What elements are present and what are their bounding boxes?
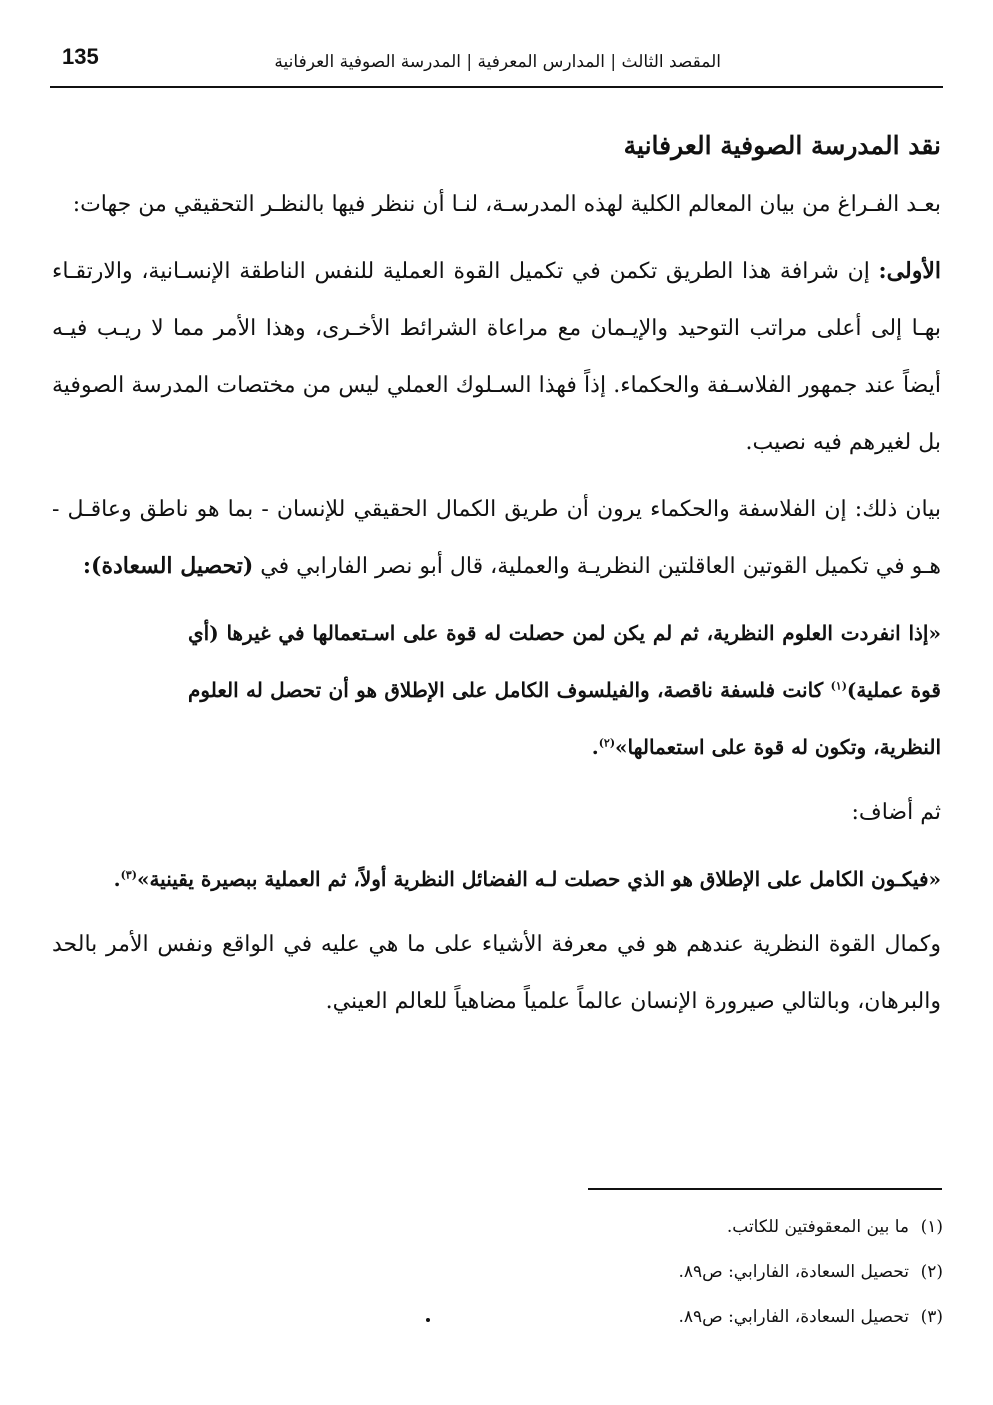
book-title: (تحصيل السعادة): [82,553,254,579]
footnote-ref-2[interactable]: (٢) [598,736,616,750]
first-point-text: إن شرافة هذا الطريق تكمن في تكميل القوة العملية للنفس الناطقة الإنسـانية، والارتقـاء بهـا إلى أعلى مراتب التوحيد والإيـمان مع مراعاة الشرائط الأخـرى، وهذا الأمر مما لا ريـب فيـه أيضاً عند جمهور الفلاسـفة والحكماء. إذاً فهذا السـلوك العملي ليس من مختصات المدرسة الصوفية بل لغيرهم فيه نصيب. [52,259,941,455]
farabi-quote-1 [188,605,941,776]
then-added-line: ثم أضاف: [851,800,941,825]
first-point-lead: الأولى: [878,258,941,284]
quote1-part1: «إذا انفردت العلوم النظرية، ثم لم يكن لمن حصلت له قوة على اسـتعمالها في غيرها (أي قوة عملية) [188,621,941,702]
footnote-ref-3[interactable]: (٣) [120,868,137,882]
footnote-item [343,1205,943,1250]
footnote-item [343,1250,943,1295]
section-title: نقد المدرسة الصوفية العرفانية [623,131,941,160]
footnote-number: (٣) [920,1307,943,1327]
quote2-end: . [113,867,121,891]
quote1-end: . [591,735,599,759]
page-number: 135 [62,44,99,69]
footnote-text: تحصيل السعادة، الفارابي: ص٨٩. [678,1307,909,1327]
footnote-ref-1[interactable]: (١) [830,679,847,693]
footnote-number: (١) [920,1217,943,1237]
page-header [50,40,943,88]
farabi-quote-2 [52,851,941,908]
quote2-part1: «فيكـون الكامل على الإطلاق هو الذي حصلت لـه الفضائل النظرية أولاً، ثم العملية ببصيرة يقينية» [136,867,941,891]
footnote-item [343,1295,943,1340]
intro-paragraph: بعـد الفـراغ من بيان المعالم الكلية لهذه المدرسـة، لنـا أن ننظر فيها بالنظـر التحقيقي من جهات: [72,192,941,217]
footnote-text: ما بين المعقوفتين للكاتب. [726,1217,909,1237]
footnote-separator [588,1188,942,1190]
stray-ink-dot [426,1318,430,1322]
closing-paragraph: وكمال القوة النظرية عندهم هو في معرفة الأشياء على ما هي عليه في الواقع ونفس الأمر بالحد والبرهان، وبالتالي صيرورة الإنسان عالماً علمياً مضاهياً للعالم العيني. [52,932,941,1014]
explanation-paragraph [52,481,941,595]
main-text [52,122,941,1040]
running-head: المقصد الثالث | المدارس المعرفية | المدرسة الصوفية العرفانية [274,52,721,72]
explanation-text: بيان ذلك: إن الفلاسفة والحكماء يرون أن طريق الكمال الحقيقي للإنسان - بما هو ناطق وعاقـل - هـو في تكميل القوتين العاقلتين النظريـة والعملية، قال أبو نصر الفارابي في [52,497,941,579]
quote1-part2: كانت فلسفة ناقصة، والفيلسوف الكامل على الإطلاق هو أن تحصل له العلوم النظرية، وتكون له قوة على استعمالها» [188,678,941,759]
footnote-number: (٢) [920,1262,943,1282]
first-point-paragraph [52,243,941,471]
footnote-text: تحصيل السعادة، الفارابي: ص٨٩. [678,1262,909,1282]
footnotes [343,1205,943,1340]
